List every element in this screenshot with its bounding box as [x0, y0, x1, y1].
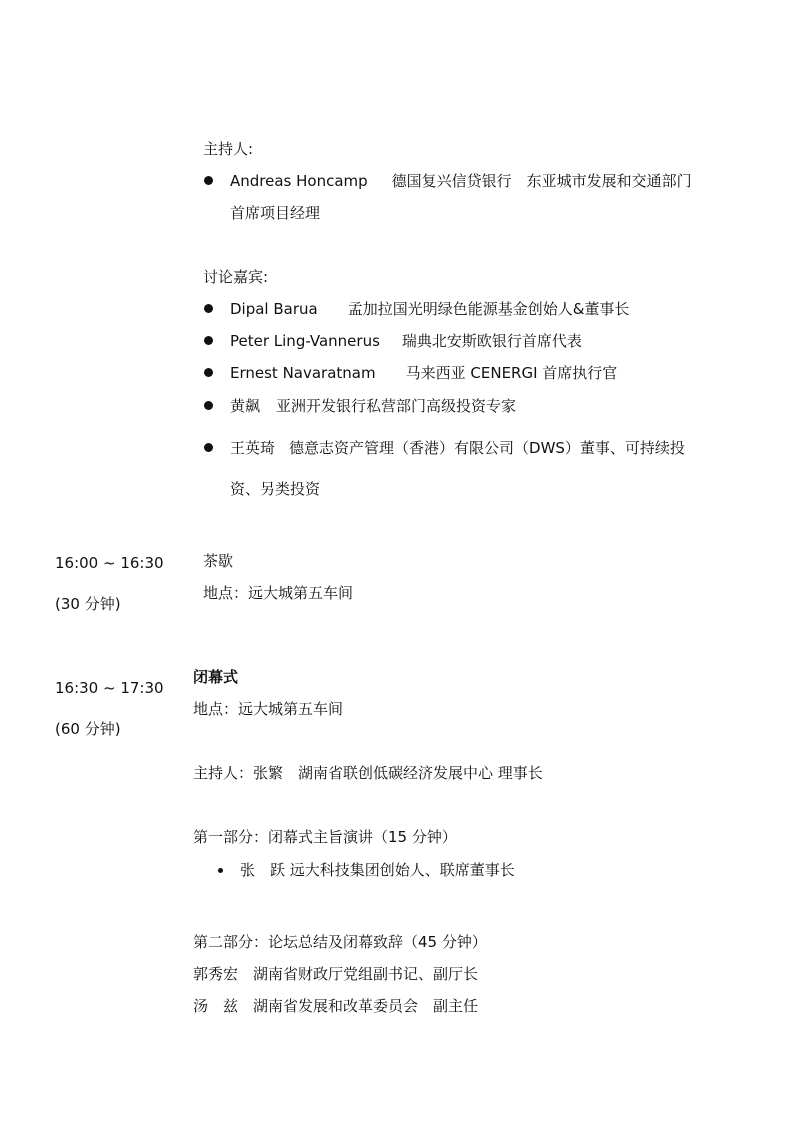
guest-name: Ernest Navaratnam: [230, 364, 376, 382]
guest-entry: [230, 299, 629, 319]
part2-label: 第二部分：论坛总结及闭幕致辞（45 分钟）: [193, 933, 487, 951]
guest-name: Dipal Barua: [230, 300, 318, 318]
host-title: 德国复兴信贷银行 东亚城市发展和交通部门: [391, 172, 692, 190]
closing-title: 闭幕式: [193, 668, 239, 686]
guest-entry: [230, 438, 685, 458]
bullet-icon: [218, 868, 223, 873]
tea-break-location: 地点：远大城第五车间: [203, 584, 354, 602]
host-name: Andreas Honcamp: [230, 172, 368, 190]
guest-title: 孟加拉国光明绿色能源基金创始人&董事长: [347, 300, 630, 318]
closing-time: 16:30 ~ 17:30: [55, 679, 164, 697]
host-title-continued: 首席项目经理: [230, 204, 321, 222]
guest-title: 德意志资产管理（香港）有限公司（DWS）董事、可持续投: [289, 439, 685, 457]
bullet-icon: [204, 304, 213, 313]
bullet-icon: [204, 401, 213, 410]
guests-label: 讨论嘉宾:: [203, 268, 269, 286]
bullet-icon: [204, 336, 213, 345]
guest-name: 王英琦: [230, 439, 276, 457]
host-label: 主持人:: [203, 140, 254, 158]
part1-label: 第一部分：闭幕式主旨演讲（15 分钟）: [193, 828, 457, 846]
guest-name: Peter Ling-Vannerus: [230, 332, 380, 350]
guest-title: 瑞典北安斯欧银行首席代表: [401, 332, 582, 350]
tea-break-title: 茶歇: [203, 552, 234, 570]
closing-host: 主持人：张繁 湖南省联创低碳经济发展中心 理事长: [193, 764, 543, 782]
guest-title: 亚洲开发银行私营部门高级投资专家: [276, 397, 517, 415]
bullet-icon: [204, 176, 213, 185]
guest-entry: [230, 396, 516, 416]
part2-speaker: 汤 兹 湖南省发展和改革委员会 副主任: [193, 997, 479, 1015]
guest-entry: [230, 363, 617, 383]
closing-location: 地点：远大城第五车间: [193, 700, 344, 718]
guest-title-continued: 资、另类投资: [230, 480, 321, 498]
bullet-icon: [204, 368, 213, 377]
closing-duration: (60 分钟): [55, 720, 121, 738]
guest-entry: [230, 331, 582, 351]
tea-break-time: 16:00 ~ 16:30: [55, 554, 164, 572]
guest-name: 黄飙: [230, 397, 261, 415]
part2-speaker: 郭秀宏 湖南省财政厅党组副书记、副厅长: [193, 965, 479, 983]
guest-title: 马来西亚 CENERGI 首席执行官: [405, 364, 618, 382]
tea-break-duration: (30 分钟): [55, 595, 121, 613]
host-entry: [230, 171, 692, 191]
part1-speaker: 张 跃 远大科技集团创始人、联席董事长: [240, 861, 515, 879]
bullet-icon: [204, 443, 213, 452]
